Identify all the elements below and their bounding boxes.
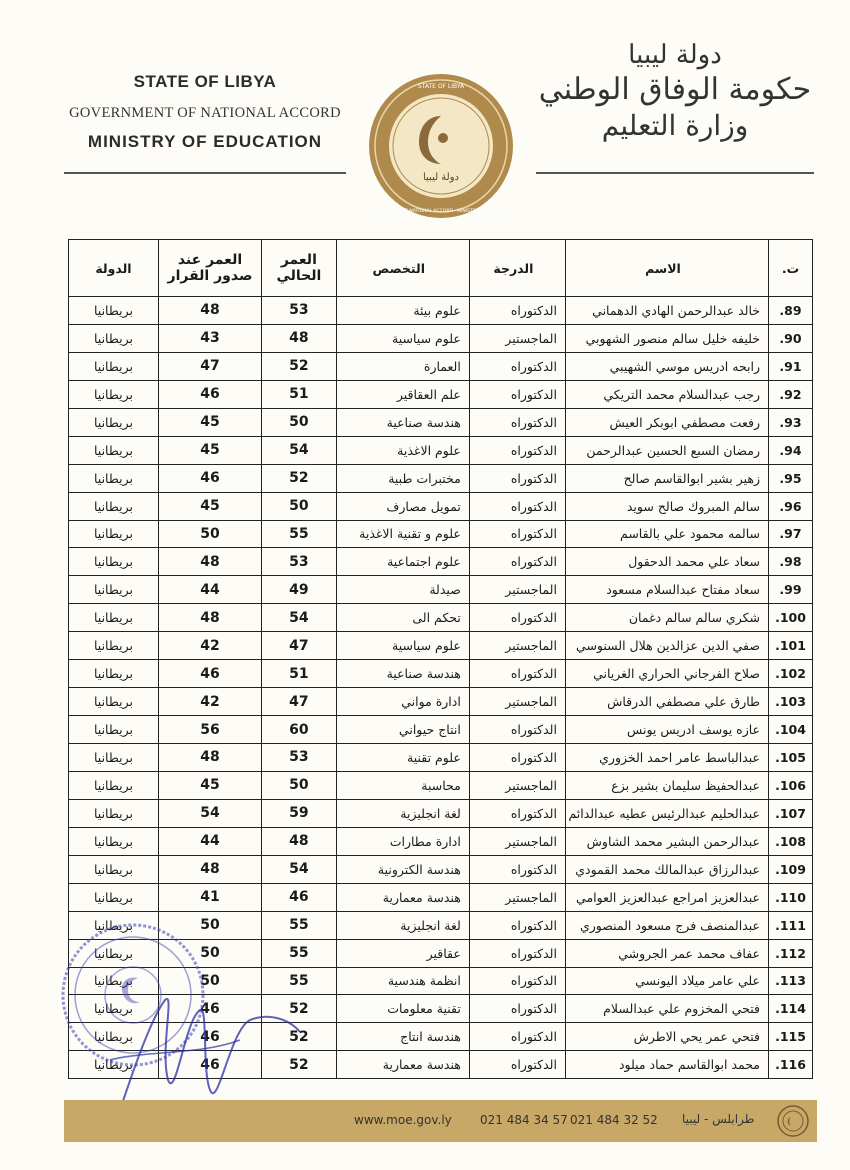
row-specialty: علوم سياسية	[336, 632, 469, 660]
state-title-en: STATE OF LIBYA	[133, 72, 277, 91]
row-name: خالد عبدالرحمن الهادي الدهماني	[565, 297, 768, 325]
row-current-age: 52	[262, 1051, 337, 1079]
row-country: بريطانيا	[69, 352, 159, 380]
row-name: رجب عبدالسلام محمد التريكي	[565, 380, 768, 408]
row-degree: الدكتوراه	[469, 520, 565, 548]
row-number: 101.	[769, 632, 813, 660]
row-specialty: علوم تقنية	[336, 744, 469, 772]
table-row	[69, 632, 813, 660]
row-age-at-decision: 54	[158, 799, 261, 827]
government-title-ar: حكومة الوفاق الوطني	[538, 72, 812, 107]
row-specialty: لغة انجليزية	[336, 911, 469, 939]
table-row	[69, 855, 813, 883]
row-country: بريطانيا	[69, 855, 159, 883]
row-name: عبدالحفيظ سليمان بشير بزع	[565, 771, 768, 799]
row-degree: الدكتوراه	[469, 436, 565, 464]
row-name: محمد ابوالقاسم حماد ميلود	[565, 1051, 768, 1079]
row-current-age: 50	[262, 492, 337, 520]
row-specialty: علوم الاغذية	[336, 436, 469, 464]
row-specialty: ادارة مواني	[336, 688, 469, 716]
table-row	[69, 464, 813, 492]
row-current-age: 51	[262, 380, 337, 408]
row-country: بريطانيا	[69, 436, 159, 464]
row-name: طارق علي مصطفي الدرقاش	[565, 688, 768, 716]
row-specialty: هندسة انتاج	[336, 1023, 469, 1051]
row-age-at-decision: 42	[158, 632, 261, 660]
row-name: زهير بشير ابوالقاسم صالح	[565, 464, 768, 492]
row-current-age: 46	[262, 883, 337, 911]
row-number: 99.	[769, 576, 813, 604]
row-degree: الدكتوراه	[469, 464, 565, 492]
row-age-at-decision: 46	[158, 995, 261, 1023]
table-row	[69, 799, 813, 827]
row-specialty: علوم سياسية	[336, 324, 469, 352]
row-current-age: 47	[262, 632, 337, 660]
row-name: سعاد علي محمد الدحقول	[565, 548, 768, 576]
row-specialty: علوم بيئة	[336, 297, 469, 325]
row-number: 103.	[769, 688, 813, 716]
row-current-age: 53	[262, 548, 337, 576]
row-name: صلاح الفرجاني الحراري الغرياني	[565, 660, 768, 688]
row-degree: الدكتوراه	[469, 967, 565, 995]
row-age-at-decision: 46	[158, 380, 261, 408]
row-current-age: 55	[262, 520, 337, 548]
row-number: 110.	[769, 883, 813, 911]
row-current-age: 49	[262, 576, 337, 604]
row-age-at-decision: 50	[158, 911, 261, 939]
table-row	[69, 744, 813, 772]
row-specialty: صيدلة	[336, 576, 469, 604]
row-country: بريطانيا	[69, 408, 159, 436]
row-current-age: 59	[262, 799, 337, 827]
table-row	[69, 827, 813, 855]
footer-band	[64, 1100, 817, 1142]
row-name: سالم المبروك صالح سويد	[565, 492, 768, 520]
row-current-age: 48	[262, 827, 337, 855]
table-row	[69, 324, 813, 352]
row-number: 102.	[769, 660, 813, 688]
table-row	[69, 883, 813, 911]
row-specialty: ادارة مطارات	[336, 827, 469, 855]
row-age-at-decision: 45	[158, 408, 261, 436]
row-country: بريطانيا	[69, 380, 159, 408]
row-age-at-decision: 48	[158, 604, 261, 632]
col-header-specialty: التخصص	[336, 240, 469, 297]
row-age-at-decision: 56	[158, 716, 261, 744]
row-country: بريطانيا	[69, 688, 159, 716]
table-row	[69, 688, 813, 716]
col-header-current-age: العمر الحالي	[262, 240, 337, 297]
row-country: بريطانيا	[69, 576, 159, 604]
row-number: 92.	[769, 380, 813, 408]
header-divider-right	[536, 172, 814, 174]
row-specialty: لغة انجليزية	[336, 799, 469, 827]
row-specialty: هندسة معمارية	[336, 1051, 469, 1079]
row-age-at-decision: 46	[158, 464, 261, 492]
row-name: رابحه ادريس موسي الشهيبي	[565, 352, 768, 380]
row-country: بريطانيا	[69, 995, 159, 1023]
row-number: 91.	[769, 352, 813, 380]
row-number: 107.	[769, 799, 813, 827]
row-age-at-decision: 46	[158, 660, 261, 688]
row-age-at-decision: 46	[158, 1051, 261, 1079]
table-row	[69, 436, 813, 464]
row-number: 93.	[769, 408, 813, 436]
row-current-age: 54	[262, 855, 337, 883]
row-current-age: 50	[262, 408, 337, 436]
seal-ring-text: GOVERNMENT OF NATIONAL ACCORD · MINISTRY OF EDUCATION	[368, 209, 514, 214]
row-current-age: 53	[262, 297, 337, 325]
row-number: 97.	[769, 520, 813, 548]
table-row	[69, 604, 813, 632]
row-degree: الماجستير	[469, 324, 565, 352]
row-current-age: 55	[262, 939, 337, 967]
row-age-at-decision: 50	[158, 967, 261, 995]
row-country: بريطانيا	[69, 604, 159, 632]
row-country: بريطانيا	[69, 297, 159, 325]
row-number: 89.	[769, 297, 813, 325]
row-current-age: 52	[262, 1023, 337, 1051]
row-country: بريطانيا	[69, 911, 159, 939]
row-degree: الدكتوراه	[469, 548, 565, 576]
row-country: بريطانيا	[69, 883, 159, 911]
row-specialty: انظمة هندسية	[336, 967, 469, 995]
row-current-age: 47	[262, 688, 337, 716]
row-specialty: عقاقير	[336, 939, 469, 967]
row-current-age: 52	[262, 464, 337, 492]
row-current-age: 55	[262, 911, 337, 939]
state-title-ar: دولة ليبيا	[628, 40, 722, 70]
row-age-at-decision: 44	[158, 827, 261, 855]
col-header-age-at-decision: العمر عند صدور القرار	[158, 240, 261, 297]
row-country: بريطانيا	[69, 716, 159, 744]
table-row	[69, 771, 813, 799]
row-current-age: 54	[262, 604, 337, 632]
row-name: سعاد مفتاح عبدالسلام مسعود	[565, 576, 768, 604]
row-country: بريطانيا	[69, 1051, 159, 1079]
row-age-at-decision: 48	[158, 548, 261, 576]
row-degree: الماجستير	[469, 827, 565, 855]
footer-phone-2: 021 484 32 52	[570, 1113, 658, 1127]
row-degree: الدكتوراه	[469, 995, 565, 1023]
table-header-row	[69, 240, 813, 297]
row-number: 113.	[769, 967, 813, 995]
col-header-country: الدولة	[69, 240, 159, 297]
row-current-age: 60	[262, 716, 337, 744]
table-row	[69, 352, 813, 380]
row-current-age: 48	[262, 324, 337, 352]
row-specialty: هندسة صناعية	[336, 660, 469, 688]
header-arabic-block	[536, 40, 814, 142]
row-age-at-decision: 41	[158, 883, 261, 911]
row-number: 108.	[769, 827, 813, 855]
row-name: عبدالرزاق عبدالمالك محمد القمودي	[565, 855, 768, 883]
row-age-at-decision: 45	[158, 771, 261, 799]
row-age-at-decision: 48	[158, 297, 261, 325]
row-specialty: تمويل مصارف	[336, 492, 469, 520]
row-specialty: علم العقاقير	[336, 380, 469, 408]
row-degree: الدكتوراه	[469, 492, 565, 520]
footer-city: طرابلس - ليبيا	[682, 1112, 755, 1126]
row-number: 100.	[769, 604, 813, 632]
row-name: عبدالمنصف فرج مسعود المنصوري	[565, 911, 768, 939]
row-degree: الدكتوراه	[469, 716, 565, 744]
seal-arabic-text: دولة ليبيا	[422, 172, 460, 183]
row-number: 115.	[769, 1023, 813, 1051]
row-country: بريطانيا	[69, 967, 159, 995]
row-name: عبدالرحمن البشير محمد الشاوش	[565, 827, 768, 855]
row-number: 94.	[769, 436, 813, 464]
row-country: بريطانيا	[69, 744, 159, 772]
row-country: بريطانيا	[69, 660, 159, 688]
table-row	[69, 548, 813, 576]
row-specialty: تحكم الى	[336, 604, 469, 632]
row-name: عازه يوسف ادريس يونس	[565, 716, 768, 744]
row-specialty: هندسة صناعية	[336, 408, 469, 436]
row-number: 112.	[769, 939, 813, 967]
row-number: 105.	[769, 744, 813, 772]
row-age-at-decision: 48	[158, 744, 261, 772]
row-name: صفي الدين عزالدين هلال السنوسي	[565, 632, 768, 660]
row-number: 96.	[769, 492, 813, 520]
table-row	[69, 660, 813, 688]
row-number: 109.	[769, 855, 813, 883]
col-header-degree: الدرجة	[469, 240, 565, 297]
row-name: عبدالحليم عبدالرئيس عطيه عبدالدائم	[565, 799, 768, 827]
row-number: 104.	[769, 716, 813, 744]
row-name: شكري سالم سالم دغمان	[565, 604, 768, 632]
footer-seal-icon	[777, 1105, 809, 1137]
row-degree: الدكتوراه	[469, 408, 565, 436]
row-name: عبدالعزيز امراجع عبدالعزيز العوامي	[565, 883, 768, 911]
table-row	[69, 408, 813, 436]
row-current-age: 53	[262, 744, 337, 772]
row-name: رمضان السبع الحسين عبدالرحمن	[565, 436, 768, 464]
row-degree: الماجستير	[469, 771, 565, 799]
row-current-age: 54	[262, 436, 337, 464]
table-row	[69, 520, 813, 548]
row-age-at-decision: 47	[158, 352, 261, 380]
row-degree: الدكتوراه	[469, 911, 565, 939]
row-age-at-decision: 43	[158, 324, 261, 352]
row-specialty: تقنية معلومات	[336, 995, 469, 1023]
row-country: بريطانيا	[69, 520, 159, 548]
header-divider-left	[64, 172, 346, 174]
row-age-at-decision: 42	[158, 688, 261, 716]
row-name: علي عامر ميلاد اليونسي	[565, 967, 768, 995]
row-specialty: مختبرات طبية	[336, 464, 469, 492]
row-current-age: 51	[262, 660, 337, 688]
row-age-at-decision: 48	[158, 855, 261, 883]
table-row	[69, 297, 813, 325]
row-number: 98.	[769, 548, 813, 576]
row-number: 90.	[769, 324, 813, 352]
row-age-at-decision: 45	[158, 492, 261, 520]
government-title-en: GOVERNMENT OF NATIONAL ACCORD	[69, 105, 341, 121]
row-country: بريطانيا	[69, 632, 159, 660]
row-degree: الدكتوراه	[469, 799, 565, 827]
row-specialty: علوم و تقنية الاغذية	[336, 520, 469, 548]
row-age-at-decision: 45	[158, 436, 261, 464]
row-degree: الدكتوراه	[469, 855, 565, 883]
row-degree: الدكتوراه	[469, 744, 565, 772]
row-degree: الدكتوراه	[469, 297, 565, 325]
header-english-block	[62, 72, 348, 152]
ministry-seal-logo	[367, 72, 515, 220]
row-current-age: 55	[262, 967, 337, 995]
table-row	[69, 380, 813, 408]
row-name: خليفه خليل سالم منصور الشهوبي	[565, 324, 768, 352]
row-specialty: محاسبة	[336, 771, 469, 799]
ministry-title-en: MINISTRY OF EDUCATION	[87, 132, 323, 151]
row-degree: الدكتوراه	[469, 1051, 565, 1079]
row-number: 114.	[769, 995, 813, 1023]
table-row	[69, 576, 813, 604]
row-specialty: علوم اجتماعية	[336, 548, 469, 576]
row-degree: الدكتوراه	[469, 352, 565, 380]
row-country: بريطانيا	[69, 492, 159, 520]
row-name: عبدالباسط عامر احمد الخزوري	[565, 744, 768, 772]
row-number: 111.	[769, 911, 813, 939]
col-header-number: ت.	[769, 240, 813, 297]
row-country: بريطانيا	[69, 771, 159, 799]
row-degree: الماجستير	[469, 632, 565, 660]
row-degree: الدكتوراه	[469, 380, 565, 408]
row-country: بريطانيا	[69, 1023, 159, 1051]
footer-phone-1: 021 484 34 57	[480, 1113, 568, 1127]
row-number: 116.	[769, 1051, 813, 1079]
row-specialty: العمارة	[336, 352, 469, 380]
row-degree: الماجستير	[469, 883, 565, 911]
seal-top-text: STATE OF LIBYA	[417, 83, 465, 90]
row-degree: الماجستير	[469, 688, 565, 716]
row-degree: الماجستير	[469, 576, 565, 604]
row-degree: الدكتوراه	[469, 1023, 565, 1051]
row-current-age: 50	[262, 771, 337, 799]
row-country: بريطانيا	[69, 464, 159, 492]
footer-website-link[interactable]: www.moe.gov.ly	[354, 1113, 452, 1127]
row-number: 106.	[769, 771, 813, 799]
row-degree: الدكتوراه	[469, 660, 565, 688]
table-row	[69, 492, 813, 520]
row-age-at-decision: 50	[158, 520, 261, 548]
row-name: سالمه محمود علي بالقاسم	[565, 520, 768, 548]
row-country: بريطانيا	[69, 324, 159, 352]
row-name: فتحي المخزوم علي عبدالسلام	[565, 995, 768, 1023]
row-name: رفعت مصطفي ابوبكر العيش	[565, 408, 768, 436]
row-age-at-decision: 46	[158, 1023, 261, 1051]
row-age-at-decision: 50	[158, 939, 261, 967]
col-header-name: الاسم	[565, 240, 768, 297]
row-country: بريطانيا	[69, 548, 159, 576]
row-country: بريطانيا	[69, 827, 159, 855]
row-specialty: انتاج حيواني	[336, 716, 469, 744]
row-degree: الدكتوراه	[469, 939, 565, 967]
row-number: 95.	[769, 464, 813, 492]
row-current-age: 52	[262, 352, 337, 380]
row-name: فتحي عمر يحي الاطرش	[565, 1023, 768, 1051]
row-current-age: 52	[262, 995, 337, 1023]
row-age-at-decision: 44	[158, 576, 261, 604]
row-degree: الدكتوراه	[469, 604, 565, 632]
row-specialty: هندسة معمارية	[336, 883, 469, 911]
row-name: عفاف محمد عمر الجروشي	[565, 939, 768, 967]
row-specialty: هندسة الكترونية	[336, 855, 469, 883]
row-country: بريطانيا	[69, 799, 159, 827]
row-country: بريطانيا	[69, 939, 159, 967]
table-row	[69, 716, 813, 744]
ministry-title-ar: وزارة التعليم	[601, 109, 749, 142]
